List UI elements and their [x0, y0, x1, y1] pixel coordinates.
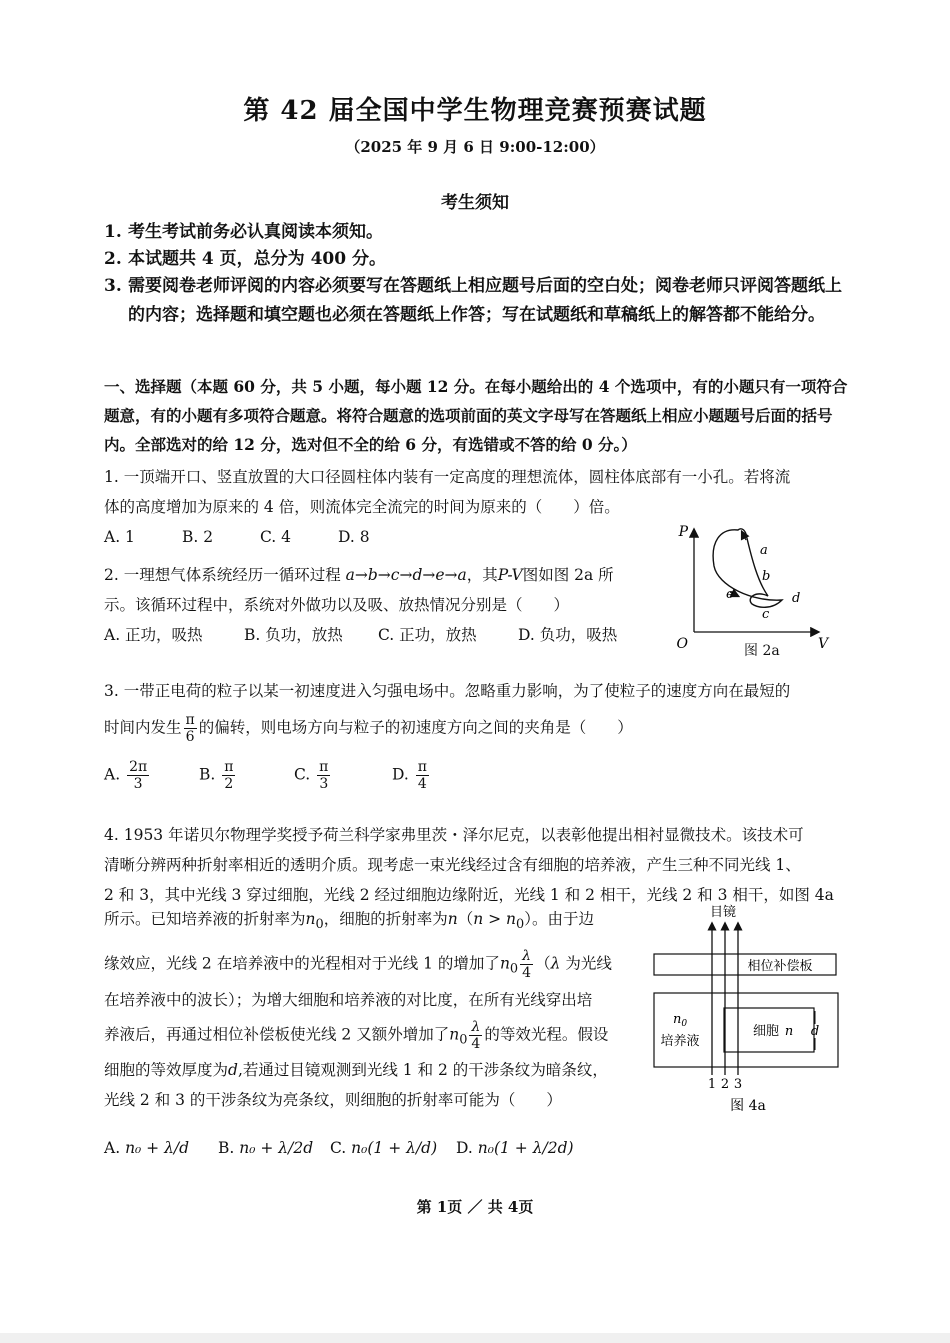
n0-symbol: n: [305, 910, 316, 928]
cell-n-label: n: [784, 1024, 794, 1039]
point-b-label: b: [762, 569, 771, 584]
page-title: 第 42 届全国中学生物理竞赛预赛试题: [243, 96, 707, 126]
q2-pv-label: P-V: [497, 566, 523, 584]
figure-4a-phase-contrast: [650, 900, 850, 1120]
option-fraction: [127, 759, 149, 792]
n-condition: n > n: [473, 910, 517, 928]
q4-text: 细胞的等效厚度为: [104, 1061, 229, 1080]
figure-4a-caption: 图 4a: [730, 1098, 766, 1114]
point-c-label: c: [762, 607, 770, 622]
notice-item-text: 本试题共 4 页，总分为 400 分。: [128, 249, 386, 269]
q1-option-c: C. 4: [260, 528, 292, 546]
q4-option-c: [330, 1139, 456, 1157]
q2-option-c: C. 正功，放热: [378, 626, 477, 644]
q4-line-6: 在培养液中的波长）；为增大细胞和培养液的对比度，在所有光线穿出培: [104, 990, 593, 1009]
q1-option-d: D. 8: [338, 528, 370, 546]
q2-options: [104, 620, 664, 650]
figure-2a-pv-diagram: [676, 520, 836, 660]
q4-options: [104, 1128, 664, 1168]
q4-text: 缘效应，光线 2 在培养液中的光程相对于光线 1 的增加了: [104, 954, 500, 973]
point-e-label: e: [726, 587, 734, 602]
q2-option-b: B. 负功，放热: [244, 626, 343, 644]
n0-symbol: n: [449, 1025, 460, 1044]
figure-2a-caption: 图 2a: [744, 643, 780, 659]
frac-numerator: λ: [471, 1018, 481, 1035]
question-4-body: [104, 904, 644, 1115]
notice-item-number: 2.: [104, 249, 122, 269]
q2-text: ，其: [466, 566, 498, 584]
q3-option-c: [294, 759, 392, 792]
q2-line-2: 示。该循环过程中，系统对外做功以及吸、放热情况分别是（ ）: [104, 596, 570, 614]
n-symbol: n: [447, 910, 458, 928]
option-fraction: [317, 759, 330, 792]
p-axis-label: P: [678, 524, 688, 540]
q2-cycle: a→b→c→d→e→a: [345, 566, 467, 584]
v-axis-label: V: [818, 636, 829, 652]
option-formula: n₀(1 + λ/d): [351, 1139, 438, 1157]
page-bottom-strip: [0, 1333, 950, 1343]
q2-text: 2. 一理想气体系统经历一循环过程: [104, 566, 346, 584]
q4-option-a: [104, 1139, 218, 1157]
frac-numerator: π: [185, 712, 195, 728]
cycle-curve: [713, 529, 782, 607]
q4-line-4: 所示。已知培养液的折射率为$n_0$，细胞的折射率为$n(n > n_0)$。由于边: [104, 910, 595, 933]
option-label: C.: [330, 1139, 347, 1157]
option-fraction: [416, 759, 429, 792]
notice-heading: 考生须知: [441, 193, 509, 213]
frac-denominator: 3: [319, 776, 329, 793]
q1-line-2: 体的高度增加为原来的 4 倍，则流体完全流完的时间为原来的（ ）倍。: [104, 498, 620, 516]
q2-line-1: [104, 560, 664, 590]
question-2: [104, 560, 664, 650]
n0-subscript: 0: [315, 917, 324, 933]
notice-item-1: [104, 218, 849, 247]
q4-text: 养液后，再通过相位补偿板使光线 2 又额外增加了: [104, 1025, 450, 1044]
ray-3-label: 3: [733, 1077, 743, 1092]
frac-numerator: 2π: [129, 759, 148, 776]
q4-text: （: [535, 954, 551, 973]
q4-line-7: [104, 1019, 644, 1056]
q3-line-2: [104, 712, 849, 745]
point-a-label: a: [760, 543, 768, 558]
option-fraction: [222, 759, 235, 792]
lambda-quarter-fraction: [520, 948, 533, 981]
frac-denominator: 4: [471, 1035, 481, 1052]
q3-options: [104, 759, 849, 792]
option-label: A.: [104, 1139, 121, 1157]
notice-item-text: 考生考试前务必认真阅读本须知。: [128, 222, 383, 242]
cell-d-label: d: [810, 1024, 820, 1039]
q4-option-d: [456, 1139, 596, 1157]
frac-numerator: π: [319, 759, 329, 776]
exam-date: （2025 年 9 月 6 日 9:00-12:00）: [345, 138, 605, 156]
notice-item-2: [104, 245, 849, 274]
q4-text: ，细胞的折射率为: [323, 910, 448, 928]
q3-text: 时间内发生: [104, 718, 182, 737]
option-label: D.: [392, 765, 409, 784]
lambda-quarter-fraction: [469, 1019, 482, 1052]
option-formula: n₀(1 + λ/2d): [477, 1139, 574, 1157]
notice-item-3: [104, 272, 849, 330]
frac-numerator: π: [224, 759, 234, 776]
notice-item-text: 需要阅卷老师评阅的内容必须要写在答题纸上相应题号后面的空白处；阅卷老师只评阅答题纸上的内容；选择题和填空题也必须在答题纸上作答；写在试题纸和草稿纸上的解答都不能给分。: [128, 276, 842, 325]
q4-text: ）。由于边: [524, 910, 595, 928]
q3-line-1: 3. 一带正电荷的粒子以某一初速度进入匀强电场中。忽略重力影响，为了使粒子的速度方向在最短的: [104, 682, 791, 700]
cell-label: 细胞: [752, 1024, 780, 1039]
q3-option-d: [392, 759, 487, 792]
q3-deviation-fraction: [184, 712, 197, 745]
section-1-heading: 一、选择题（本题 60 分，共 5 小题，每小题 12 分。在每小题给出的 4 个选项中，有的小题只有一项符合题意，有的小题有多项符合题意。将符合题意的选项前面的英文字母写在答题纸上相应小题题号后面的括号内。全部选对的给 12 分，选对但不全的给 6 分，有选错或不答的给 0 分。）: [104, 377, 848, 454]
frac-denominator: 4: [522, 965, 532, 982]
ray-2-label: 2: [720, 1077, 730, 1092]
n0-subscript: 0: [459, 1032, 468, 1048]
origin-label: O: [676, 636, 688, 652]
q2-text: 图如图 2a 所: [522, 566, 614, 584]
option-label: C.: [294, 765, 311, 784]
point-d-label: d: [792, 591, 801, 606]
frac-numerator: λ: [522, 948, 532, 965]
option-label: B.: [199, 765, 216, 784]
q4-text: 所示。已知培养液的折射率为: [104, 910, 306, 928]
q2-option-a: A. 正功，吸热: [104, 626, 203, 644]
frac-denominator: 6: [185, 729, 195, 746]
medium-label: 培养液: [660, 1034, 700, 1049]
q4-line-5: [104, 948, 644, 985]
q1-option-a: A. 1: [104, 528, 135, 546]
frac-denominator: 4: [417, 776, 427, 793]
n0-subscript: 0: [509, 961, 519, 977]
frac-numerator: π: [417, 759, 427, 776]
ray-1-label: 1: [707, 1077, 717, 1092]
q4-text: ,若通过目镜观测到光线 1 和 2 的干涉条纹为暗条纹，: [237, 1061, 608, 1080]
q3-option-b: [199, 759, 294, 792]
n0-symbol: n: [499, 954, 510, 973]
notice-item-number: 1.: [104, 222, 122, 242]
frac-denominator: 2: [224, 776, 234, 793]
question-4: [104, 820, 849, 910]
notice-item-number: 3.: [104, 276, 122, 296]
q3-option-a: [104, 759, 199, 792]
phase-plate-label: 相位补偿板: [747, 959, 813, 974]
medium-n0-label: $n_0$: [672, 1012, 688, 1029]
option-formula: n₀ + λ/d: [125, 1139, 190, 1157]
q4-line-8: [104, 1055, 644, 1085]
frac-denominator: 3: [133, 776, 143, 793]
q4-option-b: [218, 1139, 330, 1157]
q4-line-1: 4. 1953 年诺贝尔物理学奖授予荷兰科学家弗里茨・泽尔尼克，以表彰他提出相衬显微技术。该技术可: [104, 826, 804, 844]
option-label: D.: [456, 1139, 473, 1157]
q4-line-3: 2 和 3，其中光线 3 穿过细胞，光线 2 经过细胞边缘附近，光线 1 和 2 相干，光线 2 和 3 相干，如图 4a: [104, 886, 834, 904]
q3-text: 的偏转，则电场方向与粒子的初速度方向之间的夹角是（ ）: [198, 718, 633, 737]
d-symbol: d: [228, 1061, 238, 1080]
q4-text: 为光线: [560, 954, 612, 973]
q4-line-2: 清晰分辨两种折射率相近的透明介质。现考虑一束光线经过含有细胞的培养液，产生三种不同光线 1、: [104, 856, 801, 874]
page-number-footer: 第 1页 ／ 共 4页: [416, 1198, 534, 1216]
q1-option-b: B. 2: [182, 528, 214, 546]
option-label: B.: [218, 1139, 235, 1157]
q2-option-d: D. 负功，吸热: [518, 626, 618, 644]
option-label: A.: [104, 765, 121, 784]
lambda-symbol: λ: [550, 954, 561, 973]
question-3: [104, 676, 849, 792]
q1-line-1: 1. 一顶端开口、竖直放置的大口径圆柱体内装有一定高度的理想流体，圆柱体底部有一小孔。若将流: [104, 468, 791, 486]
q4-text: 的等效光程。假设: [484, 1025, 609, 1044]
option-formula: n₀ + λ/2d: [239, 1139, 314, 1157]
q4-line-9: 光线 2 和 3 的干涉条纹为亮条纹，则细胞的折射率可能为（ ）: [104, 1091, 562, 1110]
eyepiece-label: 目镜: [709, 905, 737, 920]
n0-subscript: 0: [516, 917, 525, 933]
